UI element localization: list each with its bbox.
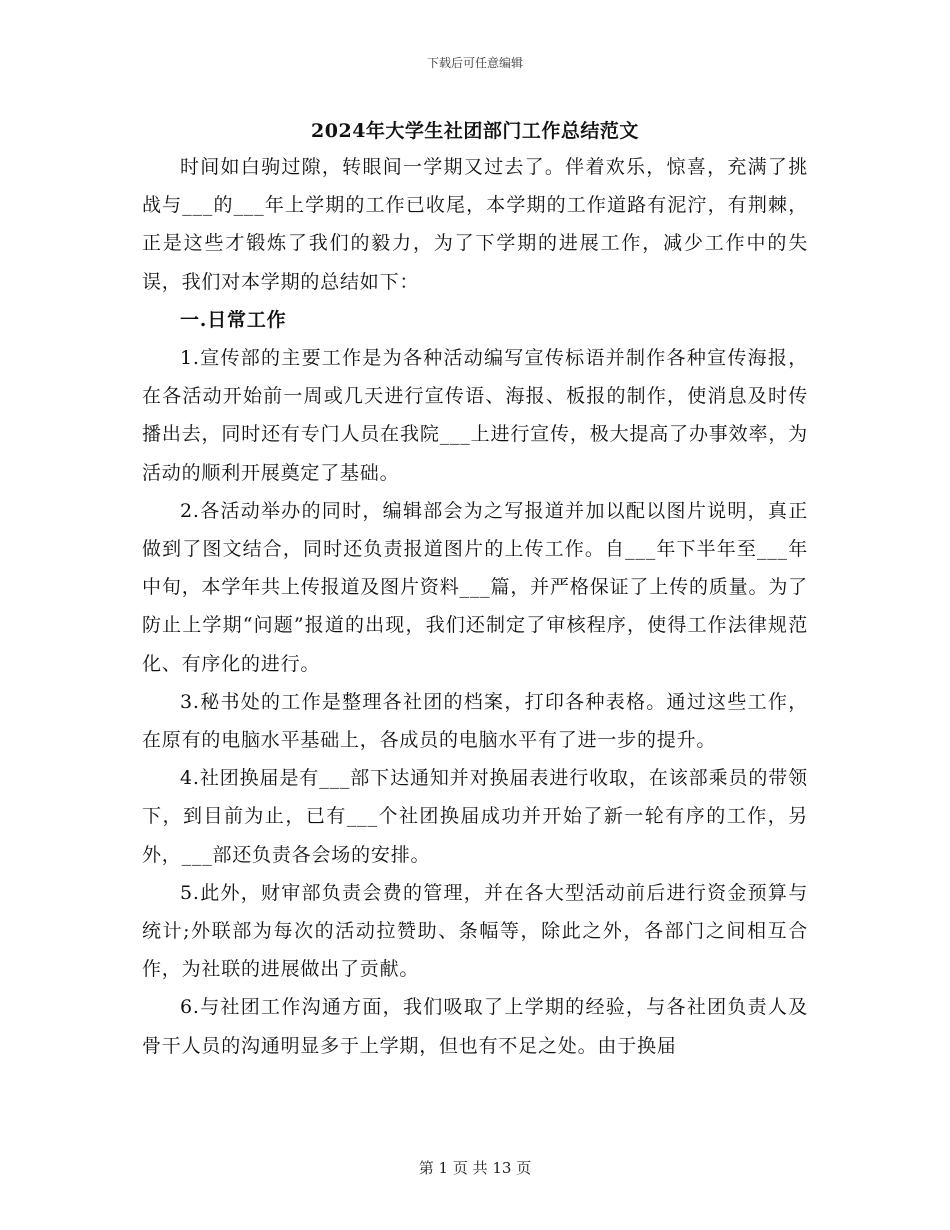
- section-heading: 一.日常工作: [180, 308, 287, 331]
- page-number-footer: 第 1 页 共 13 页: [418, 1159, 532, 1177]
- page-header-note: 下载后可任意编辑: [426, 56, 523, 70]
- body-paragraph: 2.各活动举办的同时，编辑部会为之写报道并加以配以图片说明，真正做到了图文结合，同时还负责报道图片的上传工作。自___年下半年至___年中旬，本学年共上传报道及图片资料___篇，并严格保证了上传的质量。为了防止上学期“问题”报道的出现，我们还制定了审核程序，使得工作法律规范化、有序化的进行。: [142, 499, 808, 675]
- body-paragraph: 1.宣传部的主要工作是为各种活动编写宣传标语并制作各种宣传海报，在各活动开始前一周或几天进行宣传语、海报、板报的制作，使消息及时传播出去，同时还有专门人员在我院___上进行宣传，极大提高了办事效率，为活动的顺利开展奠定了基础。: [142, 347, 808, 484]
- body-paragraph: 4.社团换届是有___部下达通知并对换届表进行收取，在该部乘员的带领下，到目前为止，已有___个社团换届成功并开始了新一轮有序的工作，另外，___部还负责各会场的安排。: [142, 767, 808, 866]
- intro-paragraph: 时间如白驹过隙，转眼间一学期又过去了。伴着欢乐，惊喜，充满了挑战与___的___年上学期的工作已收尾，本学期的工作道路有泥泞，有荆棘，正是这些才锻炼了我们的毅力，为了下学期的进展工作，减少工作中的失误，我们对本学期的总结如下：: [142, 156, 808, 293]
- body-paragraph: 3.秘书处的工作是整理各社团的档案，打印各种表格。通过这些工作，在原有的电脑水平基础上，各成员的电脑水平有了进一步的提升。: [142, 690, 808, 752]
- body-paragraph: 6.与社团工作沟通方面，我们吸取了上学期的经验，与各社团负责人及骨干人员的沟通明显多于上学期，但也有不足之处。由于换届: [142, 996, 808, 1057]
- document-body: [142, 148, 808, 1065]
- body-paragraph: 5.此外，财审部负责会费的管理，并在各大型活动前后进行资金预算与统计;外联部为每次的活动拉赞助、条幅等，除此之外，各部门之间相互合作，为社联的进展做出了贡献。: [142, 881, 808, 981]
- document-title: 2024年大学生社团部门工作总结范文: [311, 120, 639, 142]
